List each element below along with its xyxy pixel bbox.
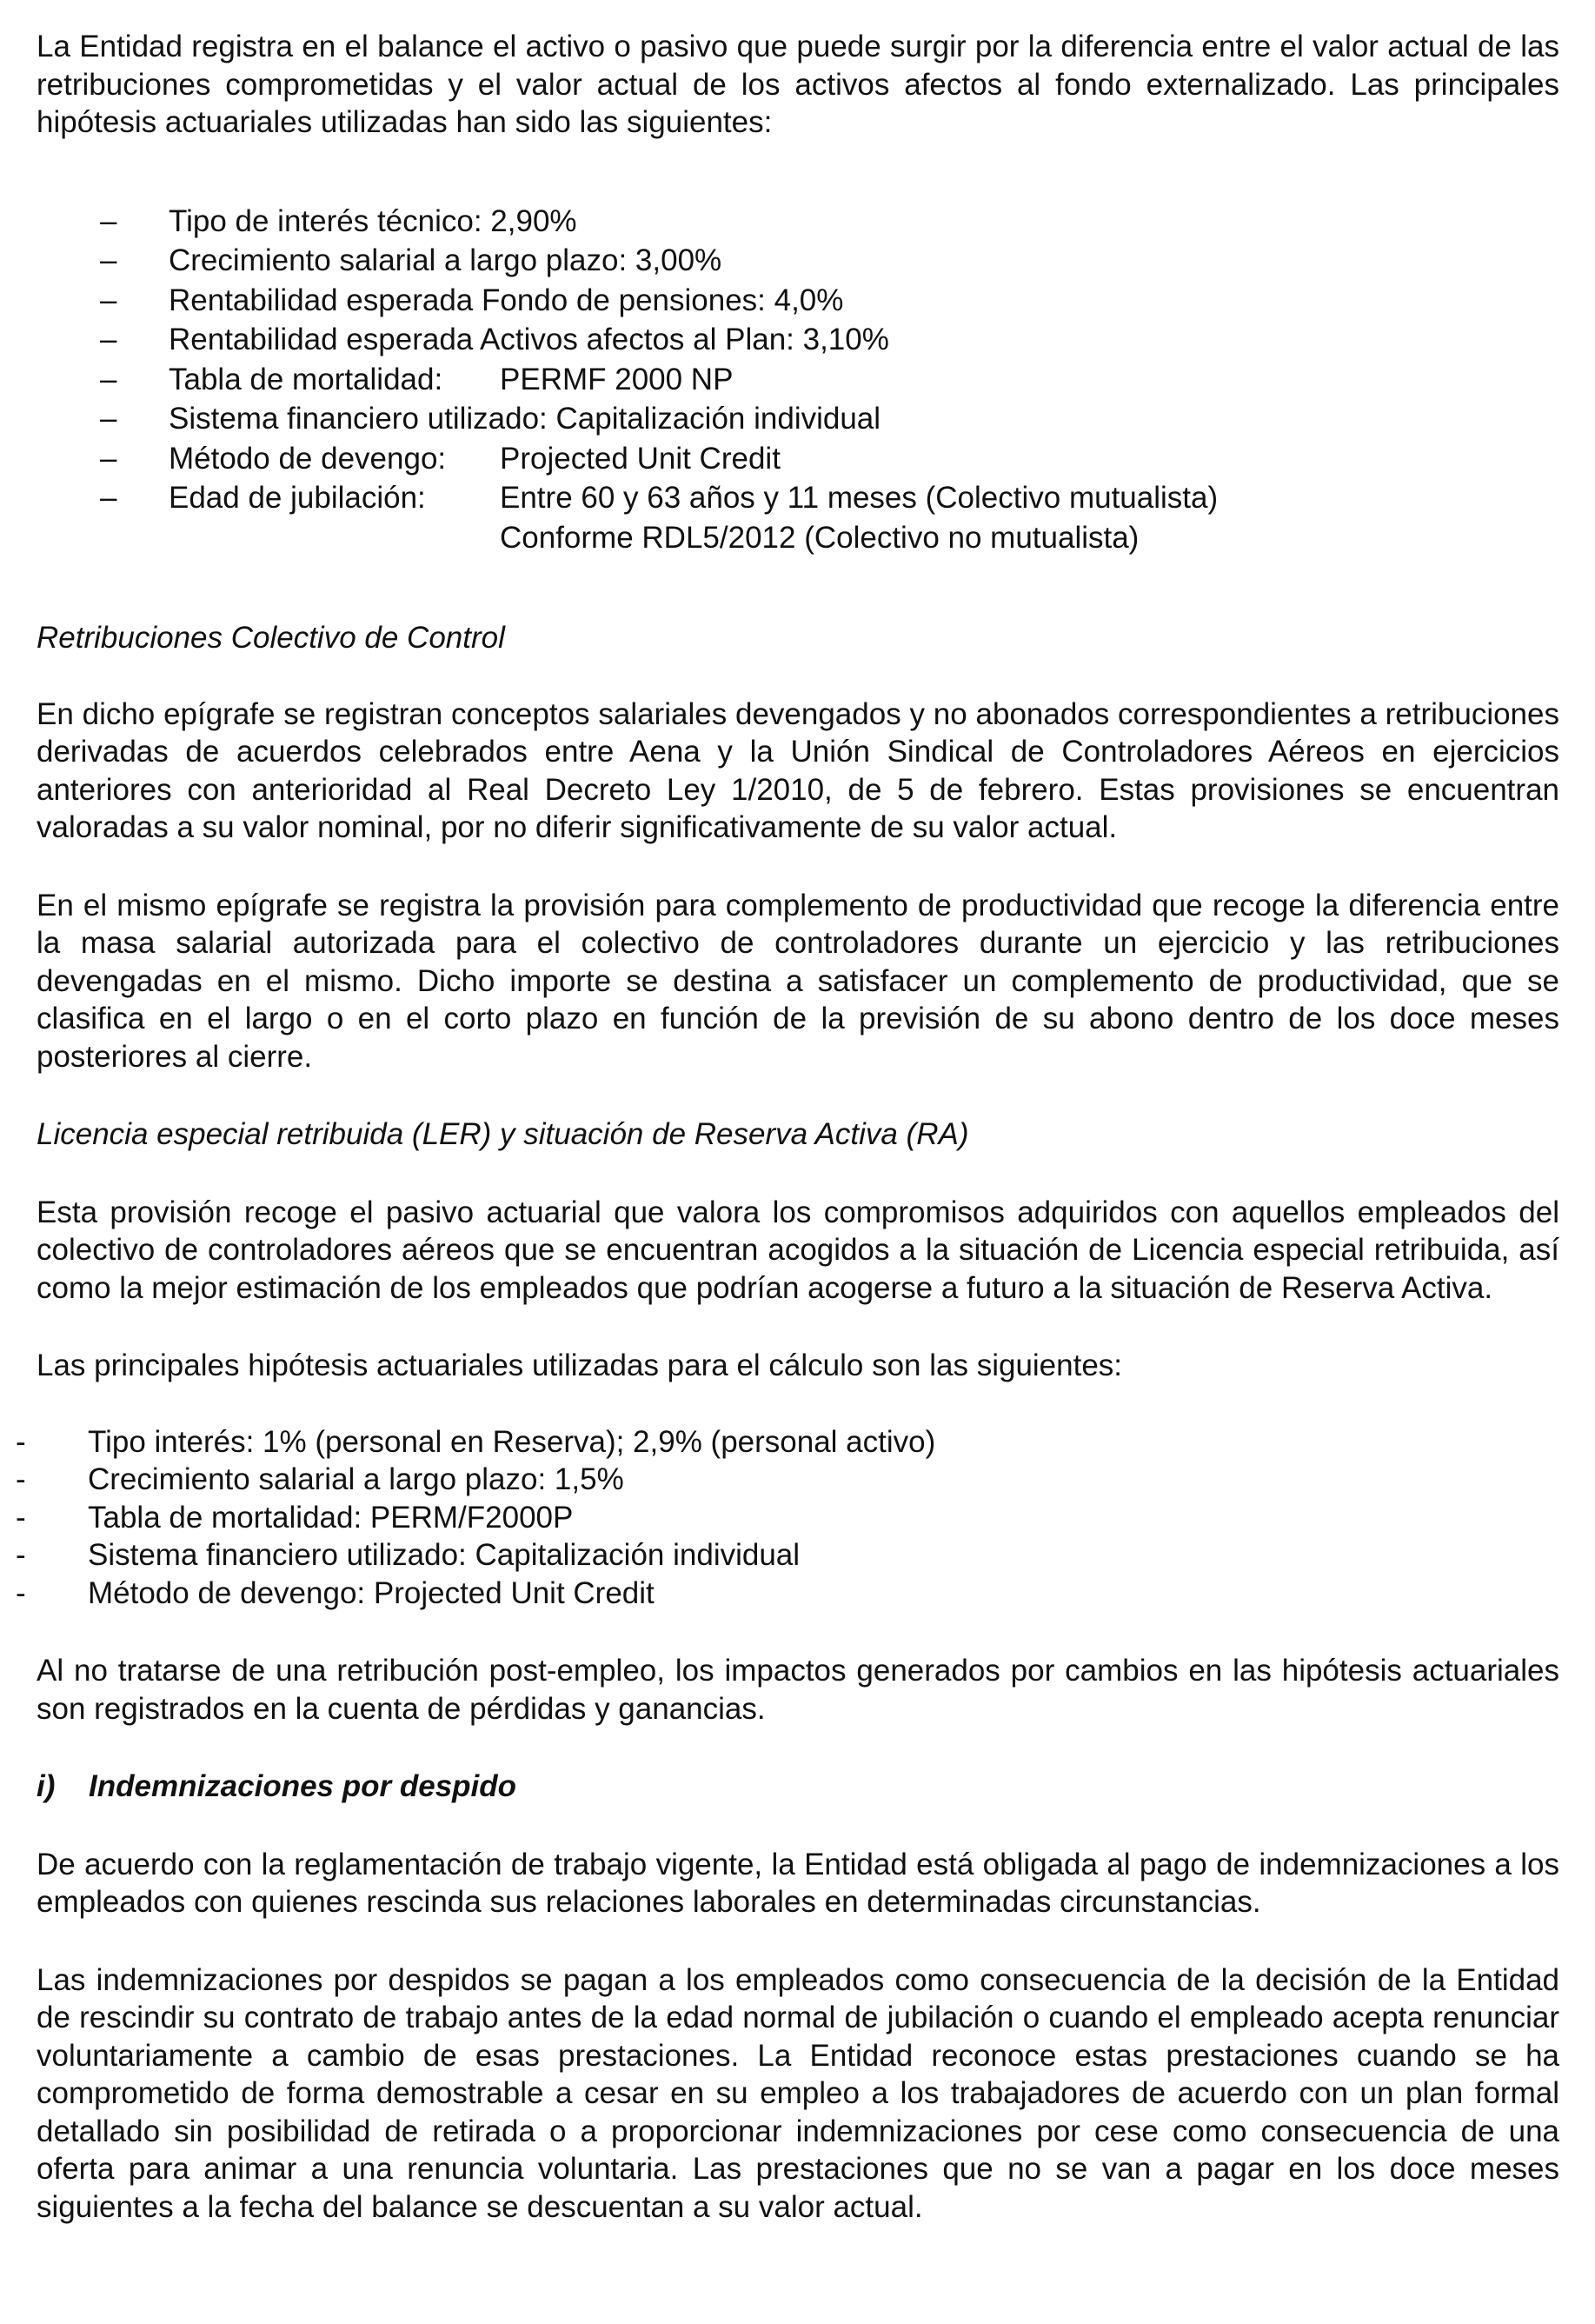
list-item <box>16 1499 1559 1537</box>
list-item <box>37 321 1559 361</box>
spacer <box>37 1806 1559 1846</box>
list-item-text: Crecimiento salarial a largo plazo: 1,5% <box>88 1462 624 1496</box>
spacer <box>37 1307 1559 1347</box>
list-item <box>16 1536 1559 1575</box>
section-title: Indemnizaciones por despido <box>89 1769 517 1803</box>
paragraph-control-2: En el mismo epígrafe se registra la provisión para complemento de productividad que recoge la diferencia entre la masa salarial autorizada para el colectivo de controladores durante un ejercicio y las retribuciones devengadas en el mismo. Dicho importe se destina a satisfacer un complemento de productividad, que se clasifica en el largo o en el corto plazo en función de la previsión de su abono dentro de los doce meses posteriores al cierre. <box>37 888 1559 1074</box>
list-item <box>37 282 1559 322</box>
list-dash: - <box>16 1575 26 1610</box>
section-marker: i) <box>37 1769 56 1803</box>
list-item <box>37 203 1559 243</box>
spacer <box>37 657 1559 696</box>
list-dash: – <box>100 323 117 356</box>
spacer <box>37 1921 1559 1961</box>
actuarial-hypotheses-list <box>37 203 1559 559</box>
list-dash: – <box>100 441 117 476</box>
list-item <box>16 1461 1559 1499</box>
list-dash: - <box>16 1462 26 1496</box>
list-item <box>16 1423 1559 1462</box>
list-dash: - <box>16 1424 26 1459</box>
list-item-text: Sistema financiero utilizado: Capitalización individual <box>88 1538 801 1572</box>
list-item-text: Tipo interés: 1% (personal en Reserva); 2,9% (personal activo) <box>88 1424 936 1459</box>
paragraph-control-1: En dicho epígrafe se registran conceptos salariales devengados y no abonados correspondientes a retribuciones derivadas de acuerdos celebrados entre Aena y la Unión Sindical de Controladores Aéreos en ejercicios anteriores con anterioridad al Real Decreto Ley 1/2010, de 5 de febrero. Estas provisiones se encuentran valoradas a su valor nominal, por no diferir significativamente de su valor actual. <box>37 696 1559 844</box>
spacer <box>37 1728 1559 1768</box>
section-heading-ler: Licencia especial retribuida (LER) y situación de Reserva Activa (RA) <box>37 1117 969 1151</box>
paragraph-indemnizaciones-1: De acuerdo con la reglamentación de trabajo vigente, la Entidad está obligada al pago de indemnizaciones a los empleados con quienes rescinda sus relaciones laborales en determinadas circunstancias. <box>37 1847 1559 1919</box>
list-item-label: Crecimiento salarial a largo plazo: 3,00% <box>169 243 722 277</box>
list-item-label: Rentabilidad esperada Fondo de pensiones: 4,0% <box>169 283 844 317</box>
list-item-value: PERMF 2000 NP <box>500 362 734 396</box>
list-item-value: Projected Unit Credit <box>500 441 781 476</box>
document-page <box>16 28 1559 2226</box>
list-dash: – <box>100 283 117 317</box>
list-dash: – <box>100 243 117 277</box>
list-item-label: Método de devengo: <box>169 441 447 476</box>
paragraph-indemnizaciones-2: Las indemnizaciones por despidos se pagan a los empleados como consecuencia de la decisión de la Entidad de rescindir su contrato de trabajo antes de la edad normal de jubilación o cuando el empleado acepta renunciar voluntariamente a cambio de esas prestaciones. La Entidad reconoce estas prestaciones cuando se ha comprometido de forma demostrable a cesar en su empleo a los trabajadores de acuerdo con un plan formal detallado sin posibilidad de retirada o a proporcionar indemnizaciones por cese como consecuencia de una oferta para animar a una renuncia voluntaria. Las prestaciones que no se van a pagar en los doce meses siguientes a la fecha del balance se descuentan a su valor actual. <box>37 1962 1559 2224</box>
list-item-label: Tabla de mortalidad: <box>169 362 443 396</box>
list-item-text: Método de devengo: Projected Unit Credit <box>88 1575 655 1610</box>
list-dash: - <box>16 1538 26 1572</box>
list-item-value: Entre 60 y 63 años y 11 meses (Colectivo mutualista) <box>500 481 1219 515</box>
list-item <box>37 361 1559 401</box>
spacer <box>37 1154 1559 1194</box>
spacer <box>37 1612 1559 1652</box>
spacer <box>37 847 1559 887</box>
spacer <box>37 1385 1559 1423</box>
list-dash: – <box>100 481 117 515</box>
section-heading-control: Retribuciones Colectivo de Control <box>37 621 505 655</box>
spacer <box>37 1075 1559 1115</box>
list-item-label: Rentabilidad esperada Activos afectos al Plan: 3,10% <box>169 323 889 356</box>
list-dash: – <box>100 402 117 436</box>
list-item <box>37 242 1559 282</box>
ler-hypotheses-list <box>16 1423 1559 1613</box>
section-heading-indemnizaciones <box>37 1768 1559 1806</box>
spacer <box>37 142 1559 203</box>
spacer <box>37 558 1559 619</box>
list-dash: - <box>16 1500 26 1535</box>
list-item <box>16 1575 1559 1613</box>
list-dash: – <box>100 362 117 396</box>
paragraph-ler-2: Las principales hipótesis actuariales utilizadas para el cálculo son las siguientes: <box>37 1348 1123 1382</box>
list-item-label: Tipo de interés técnico: 2,90% <box>169 203 577 238</box>
paragraph-ler-3: Al no tratarse de una retribución post-empleo, los impactos generados por cambios en las hipótesis actuariales son registrados en la cuenta de pérdidas y ganancias. <box>37 1654 1559 1726</box>
paragraph-ler-1: Esta provisión recoge el pasivo actuarial que valora los compromisos adquiridos con aquellos empleados del colectivo de controladores aéreos que se encuentran acogidos a la situación de Licencia especial retribuida, así como la mejor estimación de los empleados que podrían acogerse a futuro a la situación de Reserva Activa. <box>37 1195 1559 1305</box>
list-item-text: Tabla de mortalidad: PERM/F2000P <box>88 1500 574 1535</box>
list-dash: – <box>100 203 117 238</box>
list-item <box>37 440 1559 480</box>
paragraph-intro: La Entidad registra en el balance el activo o pasivo que puede surgir por la diferencia entre el valor actual de las retribuciones comprometidas y el valor actual de los activos afectos al fondo externalizado. Las principales hipótesis actuariales utilizadas han sido las siguientes: <box>37 30 1559 139</box>
list-item <box>37 479 1559 519</box>
list-item-value: Conforme RDL5/2012 (Colectivo no mutualista) <box>500 520 1140 555</box>
list-item-label: Edad de jubilación: <box>169 481 426 515</box>
list-item-continuation <box>37 519 1559 559</box>
list-item <box>37 400 1559 440</box>
list-item-label: Sistema financiero utilizado: Capitalización individual <box>169 402 881 436</box>
